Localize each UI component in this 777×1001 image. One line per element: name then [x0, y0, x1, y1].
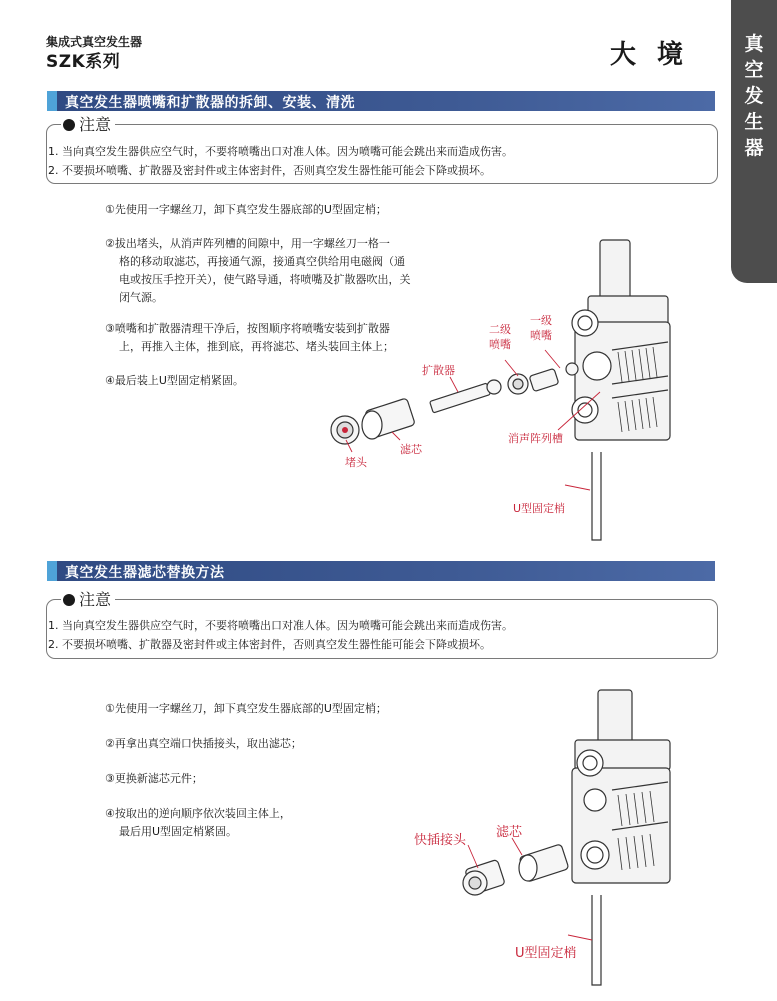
quick-fitting-part: [463, 859, 505, 895]
label-u-pin: U型固定梢: [513, 502, 566, 515]
caution-title-text: 注意: [79, 590, 112, 609]
side-tab-char: 器: [744, 137, 764, 159]
product-name: 集成式真空发生器: [46, 35, 143, 49]
step-text-cont: 上，再推入主体，推到底，再将滤芯、堵头装回主体上；: [119, 340, 394, 353]
step-text: ④最后装上U型固定梢紧固。: [105, 374, 244, 387]
label-text: 喷嘴: [489, 338, 511, 351]
step-text: ③更换新滤芯元件；: [105, 772, 203, 785]
label-plug: 堵头: [345, 456, 367, 469]
section-title: 真空发生器滤芯替换方法: [65, 565, 225, 581]
label-silencer-slot: 消声阵列槽: [508, 432, 563, 445]
label-filter: 滤芯: [496, 825, 523, 840]
step-text: ②拔出堵头，从消声阵列槽的间隙中，用一字螺丝刀一格一: [105, 237, 390, 250]
step-text-cont: 闭气源。: [119, 291, 163, 304]
brand-logo-text: 大 境: [610, 40, 690, 70]
caution-line: 2. 不要损坏喷嘴、扩散器及密封件或主体密封件，否则真空发生器性能可能会下降或损坏。: [48, 638, 491, 651]
caution-title-text: 注意: [79, 115, 112, 134]
step-text-cont: 格的移动取滤芯，再接通气源，接通真空供给用电磁阀（通: [119, 255, 405, 268]
step-text: ③喷嘴和扩散器清理干净后，按图顺序将喷嘴安装到扩散器: [105, 322, 390, 335]
side-tab-char: 真: [744, 33, 764, 55]
series-name: SZK系列: [46, 52, 121, 72]
label-text: 喷嘴: [530, 329, 552, 342]
step-text: ②再拿出真空端口快插接头，取出滤芯；: [105, 737, 302, 750]
step-text: ④按取出的逆向顺序依次装回主体上，: [105, 807, 291, 820]
caution-line: 2. 不要损坏喷嘴、扩散器及密封件或主体密封件，否则真空发生器性能可能会下降或损坏。: [48, 164, 491, 177]
label-diffuser: 扩散器: [422, 364, 455, 377]
side-tab-char: 发: [744, 85, 764, 107]
section-title: 真空发生器喷嘴和扩散器的拆卸、安装、清洗: [65, 95, 355, 111]
vacuum-generator-body: [572, 690, 670, 883]
filter-part: [519, 844, 569, 882]
caution-line: 1. 当向真空发生器供应空气时，不要将喷嘴出口对准人体。因为喷嘴可能会跳出来而造成伤害。: [48, 619, 513, 632]
label-quick-fitting: 快插接头: [414, 833, 467, 848]
label-text: 一级: [530, 314, 552, 327]
label-filter: 滤芯: [400, 443, 422, 456]
u-pin-part: [592, 895, 601, 985]
side-tab-char: 生: [744, 111, 764, 133]
side-tab-char: 空: [744, 59, 764, 81]
step-text: ①先使用一字螺丝刀，卸下真空发生器底部的U型固定梢；: [105, 702, 387, 715]
step-text-cont: 最后用U型固定梢紧固。: [119, 825, 238, 838]
label-text: 二级: [489, 323, 511, 336]
step-text: ①先使用一字螺丝刀，卸下真空发生器底部的U型固定梢；: [105, 203, 387, 216]
caution-line: 1. 当向真空发生器供应空气时，不要将喷嘴出口对准人体。因为喷嘴可能会跳出来而造成伤害。: [48, 145, 513, 158]
step-text-cont: 电或按压手控开关），使气路导通，将喷嘴及扩散器吹出，关: [119, 273, 411, 286]
label-u-pin: U型固定梢: [515, 946, 577, 961]
